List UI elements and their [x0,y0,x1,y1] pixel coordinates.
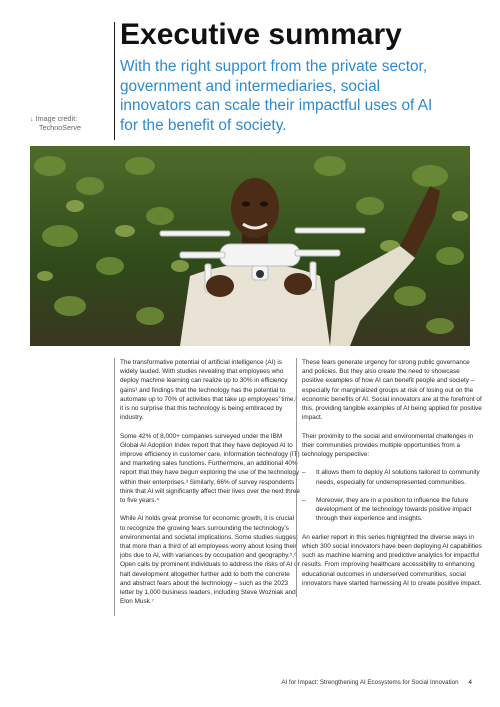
paragraph: Some 42% of 8,000+ companies surveyed under the IBM Global AI Adoption Index report that they have deployed AI to improve efficiency in customer care, information technology (IT) and marketing sales functions. Furthermore, an additional 40% report that they have begun exploring the use of the technology within their enterprises.³ Similarly, 66% of survey respondents think that AI will significantly affect their lives over the next three to five years.⁴ [120,432,300,505]
list-item [302,496,482,524]
list-item-text: It allows them to deploy AI solutions tailored to community needs, especially for underrepresented communities. [316,469,480,486]
body-column-right [296,358,482,597]
paragraph: Their proximity to the social and environmental challenges in their communities provides multiple opportunities from a technology perspective: [302,432,474,459]
page-number: 4 [468,679,472,686]
arrow-down-icon: ↓ [30,114,34,123]
list-item [302,468,482,486]
image-credit [30,114,114,132]
paragraph: While AI holds great promise for economic growth, it is crucial to recognize the growing fears surrounding the technology’s environmental and societal implications. Some studies suggest that more than a third of all employees worry about losing their jobs due to AI, with variances by occupation and geography.⁵,⁶ Open calls by prominent individuals to address the risks of AI or halt development altogether further add to both the concrete and abstract fears about the technology – such as the 2023 letter by 1,000 business leaders, including Steve Wozniak and Elon Musk.⁷ [120,515,300,606]
paragraph: The transformative potential of artificial intelligence (AI) is widely lauded. With studies revealing that employees who deploy machine learning can realize up to 30% in efficiency gains¹ and findings that the technology has the potential to automate up to 70% of activities that take up employees’ time,² it is no surprise that this technology is being embraced by industry. [120,359,298,422]
dash-icon: – [302,469,306,477]
paragraph: These fears generate urgency for strong public governance and policies. But they also create the need to showcase positive examples of how AI can benefit people and society – especially for marginalized groups at risk of losing out on the economic benefits of AI. Social innovators are at the forefront of this, providing tangible examples of AI being applied for positive impact. [302,359,482,422]
body-column-left [114,358,300,616]
footer-title: AI for Impact: Strengthening AI Ecosystems for Social Innovation [281,679,459,686]
dash-icon: – [302,497,306,504]
paragraph: An earlier report in this series highlighted the diverse ways in which 300 social innovators have been deploying AI capabilities such as machine learning and predictive analytics for impactful results. From improving healthcare accessibility to enhancing educational outcomes in underserved communities, social innovators have started harnessing AI to create positive impact. [302,533,482,587]
image-credit-source: TechnoServe [39,123,81,132]
bullet-list [302,468,482,523]
page-subtitle: With the right support from the private sector, government and intermediaries, social innovators can scale their impactful uses of AI for the benefit of society. [120,58,433,134]
header-rule [114,22,115,140]
image-credit-label: Image credit: [35,114,78,123]
hero-photo [30,146,470,346]
list-item-text: Moreover, they are in a position to influence the future development of the technology towards positive impact through their experience and insights. [316,497,472,523]
page-title: Executive summary [120,18,402,51]
page-footer [281,679,472,687]
man-with-drone-image [30,146,470,346]
